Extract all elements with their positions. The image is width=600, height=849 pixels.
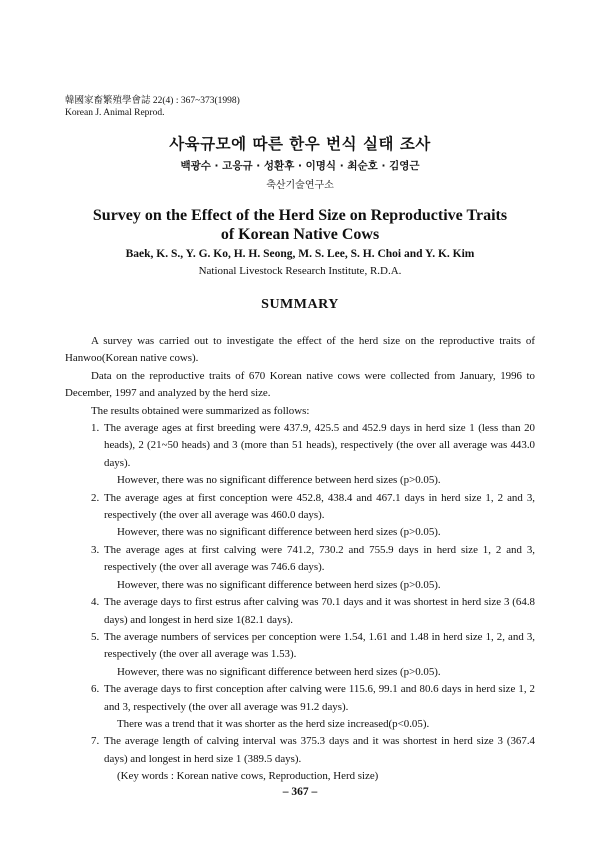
result-item-1	[91, 420, 535, 490]
result-number: 6.	[91, 683, 100, 696]
title-english	[0, 206, 600, 244]
result-text: The average days to first estrus after calving was 70.1 days and it was shortest in herd size 3 (64.8 days) and longest in herd size 1(82.1 days).	[104, 596, 535, 626]
result-item-7	[91, 733, 535, 785]
intro-paragraph-2: Data on the reproductive traits of 670 Korean native cows were collected from January, 1996 to December, 1997 and analyzed by the herd size.	[65, 369, 535, 400]
result-number: 3.	[91, 543, 100, 556]
result-item-3	[91, 542, 535, 594]
result-text: The average days to first conception after calving were 115.6, 99.1 and 80.6 days in herd size 1, 2 and 3, respectively (the over all average was 91.2 days).	[104, 683, 535, 713]
institution-korean: 축산기술연구소	[266, 180, 334, 191]
key-words: (Key words : Korean native cows, Reproduction, Herd size)	[117, 770, 379, 783]
summary-body	[65, 333, 535, 786]
result-note: However, there was no significant difference between herd sizes (p>0.05).	[117, 665, 441, 678]
result-item-6	[91, 681, 535, 733]
result-number: 5.	[91, 630, 100, 643]
result-text: The average ages at first calving were 741.2, 730.2 and 755.9 days in herd size 1, 2 and 3, respectively (the over all average was 746.6 days).	[104, 543, 535, 574]
title-english-line1: Survey on the Effect of the Herd Size on Reproductive Traits	[92, 207, 508, 224]
result-text: The average length of calving interval was 375.3 days and it was shortest in herd size 3 (367.4 days) and longest in herd size 1 (389.5 days).	[104, 735, 535, 765]
result-item-5	[91, 629, 535, 681]
journal-citation-en: Korean J. Animal Reprod.	[65, 108, 165, 118]
institution-english: National Livestock Research Institute, R.D.A.	[198, 265, 402, 277]
result-item-4	[91, 594, 535, 629]
result-text: The average ages at first conception were 452.8, 438.4 and 467.1 days in herd size 1, 2 and 3, respectively (the over all average was 460.0 days).	[104, 491, 535, 522]
authors-korean: 백광수 · 고응규 · 성환후 · 이명식 · 최순호 · 김영근	[180, 160, 420, 172]
result-item-2	[91, 490, 535, 542]
authors-english: Baek, K. S., Y. G. Ko, H. H. Seong, M. S. Lee, S. H. Choi and Y. K. Kim	[125, 248, 475, 260]
result-text: The average ages at first breeding were 437.9, 425.5 and 452.9 days in herd size 1 (less than 20 heads), 2 (21~50 heads) and 3 (more than 51 heads), respectively (the over all average was 443.0 days).	[104, 422, 535, 469]
intro-paragraph-1: A survey was carried out to investigate the effect of the herd size on the reproductive traits of Hanwoo(Korean native cows).	[65, 335, 535, 365]
result-note: There was a trend that it was shorter as the herd size increased(p<0.05).	[117, 717, 430, 730]
result-note: However, there was no significant difference between herd sizes (p>0.05).	[117, 474, 441, 487]
title-korean: 사육규모에 따른 한우 번식 실태 조사	[169, 135, 431, 153]
result-number: 1.	[91, 422, 100, 435]
result-text: The average numbers of services per conception were 1.54, 1.61 and 1.48 in herd size 1, 2, and 3, respectively (the over all average was 1.53).	[104, 630, 535, 661]
result-number: 2.	[91, 491, 100, 504]
intro-paragraph-3: The results obtained were summarized as follows:	[91, 404, 310, 417]
title-english-line2: of Korean Native Cows	[220, 226, 380, 243]
journal-citation-ko: 韓國家畜繁殖學會誌 22(4) : 367~373(1998)	[65, 96, 240, 106]
result-note: However, there was no significant difference between herd sizes (p>0.05).	[117, 526, 441, 539]
page-number: – 367 –	[282, 786, 318, 798]
result-number: 4.	[91, 596, 100, 609]
section-heading-summary: SUMMARY	[261, 297, 339, 312]
result-number: 7.	[91, 735, 100, 748]
journal-header	[65, 95, 240, 119]
results-list	[65, 420, 535, 786]
result-note: However, there was no significant difference between herd sizes (p>0.05).	[117, 578, 441, 591]
